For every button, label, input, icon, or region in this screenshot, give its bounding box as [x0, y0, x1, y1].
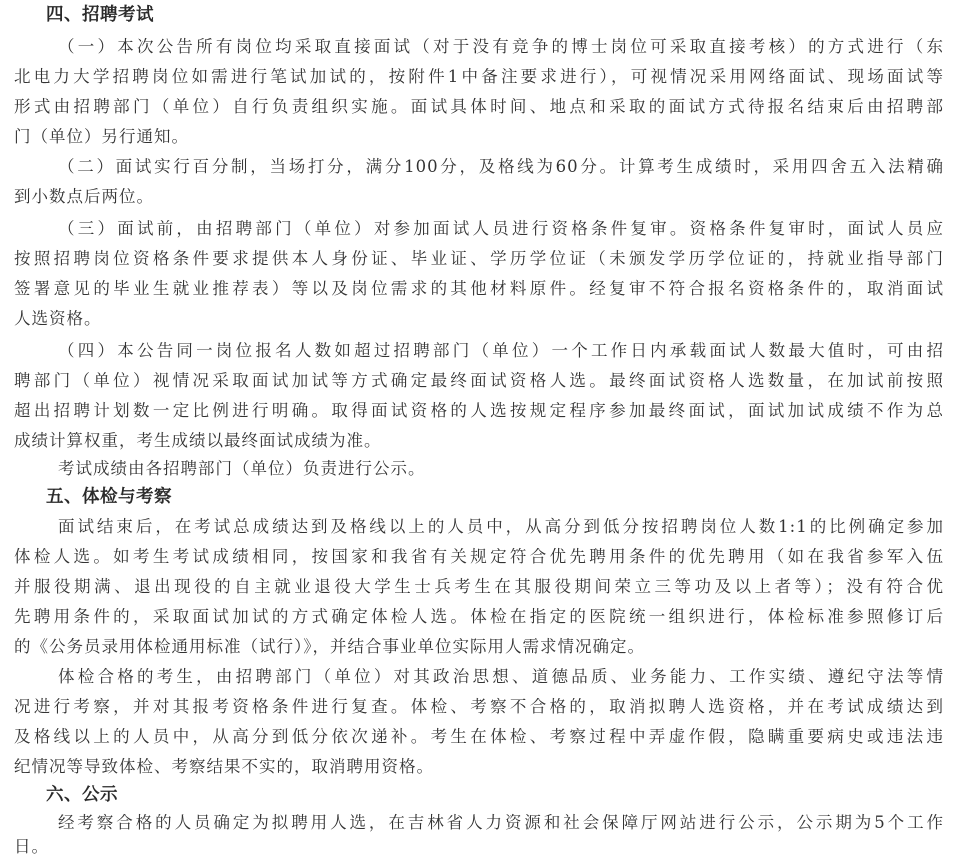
paragraph-line: 签署意见的毕业生就业推荐表）等以及岗位需求的其他材料原件。经复审不符合报名资格条件的，取消面试 [14, 279, 944, 298]
paragraph-line: 经考察合格的人员确定为拟聘用人选，在吉林省人力资源和社会保障厅网站进行公示，公示期为5个工作 [58, 813, 944, 832]
paragraph-line: 超出招聘计划数一定比例进行明确。取得面试资格的人选按规定程序参加最终面试，面试加试成绩不作为总 [14, 401, 944, 420]
paragraph-line: （四）本公告同一岗位报名人数如超过招聘部门（单位）一个工作日内承载面试人数最大值时，可由招 [58, 341, 944, 360]
paragraph-line: 面试结束后，在考试总成绩达到及格线以上的人员中，从高分到低分按招聘岗位人数1:1的比例确定参加 [58, 517, 944, 536]
paragraph-line: 门（单位）另行通知。 [14, 127, 189, 146]
paragraph-line: 形式由招聘部门（单位）自行负责组织实施。面试具体时间、地点和采取的面试方式待报名结束后由招聘部 [14, 97, 944, 116]
paragraph-line: 到小数点后两位。 [14, 187, 154, 206]
paragraph-line: 聘部门（单位）视情况采取面试加试等方式确定最终面试资格人选。最终面试资格人选数量，在加试前按照 [14, 371, 944, 390]
paragraph-line: 考试成绩由各招聘部门（单位）负责进行公示。 [58, 459, 426, 478]
paragraph-line: 体检合格的考生，由招聘部门（单位）对其政治思想、道德品质、业务能力、工作实绩、遵纪守法等情 [58, 667, 944, 686]
paragraph-line: 并服役期满、退出现役的自主就业退役大学生士兵考生在其服役期间荣立三等功及以上者等）；没有符合优 [14, 577, 944, 596]
paragraph-line: 况进行考察，并对其报考资格条件进行复查。体检、考察不合格的，取消拟聘人选资格，并在考试成绩达到 [14, 697, 944, 716]
paragraph-line: 的《公务员录用体检通用标准（试行）》，并结合事业单位实际用人需求情况确定。 [14, 637, 645, 656]
section-heading: 六、公示 [46, 785, 118, 805]
section-heading: 五、体检与考察 [46, 487, 172, 507]
paragraph-line: 人选资格。 [14, 309, 102, 328]
paragraph-line: （二）面试实行百分制，当场打分，满分100分，及格线为60分。计算考生成绩时，采用四舍五入法精确 [58, 157, 944, 176]
paragraph-line: 体检人选。如考生考试成绩相同，按国家和我省有关规定符合优先聘用条件的优先聘用（如在我省参军入伍 [14, 547, 944, 566]
paragraph-line: 先聘用条件的，采取面试加试的方式确定体检人选。体检在指定的医院统一组织进行，体检标准参照修订后 [14, 607, 944, 626]
paragraph-line: 纪情况等导致体检、考察结果不实的，取消聘用资格。 [14, 757, 434, 776]
paragraph-line: （三）面试前，由招聘部门（单位）对参加面试人员进行资格条件复审。资格条件复审时，面试人员应 [58, 219, 944, 238]
paragraph-line: 成绩计算权重，考生成绩以最终面试成绩为准。 [14, 431, 382, 450]
paragraph-line: 北电力大学招聘岗位如需进行笔试加试的，按附件1中备注要求进行），可视情况采用网络面试、现场面试等 [14, 67, 944, 86]
paragraph-line: 按照招聘岗位资格条件要求提供本人身份证、毕业证、学历学位证（未颁发学历学位证的，持就业指导部门 [14, 249, 944, 268]
paragraph-line: （一）本次公告所有岗位均采取直接面试（对于没有竞争的博士岗位可采取直接考核）的方式进行（东 [58, 37, 944, 56]
section-heading: 四、招聘考试 [46, 5, 154, 25]
paragraph-line: 日。 [14, 837, 49, 856]
paragraph-line: 及格线以上的人员中，从高分到低分依次递补。考生在体检、考察过程中弄虚作假，隐瞒重要病史或违法违 [14, 727, 944, 746]
